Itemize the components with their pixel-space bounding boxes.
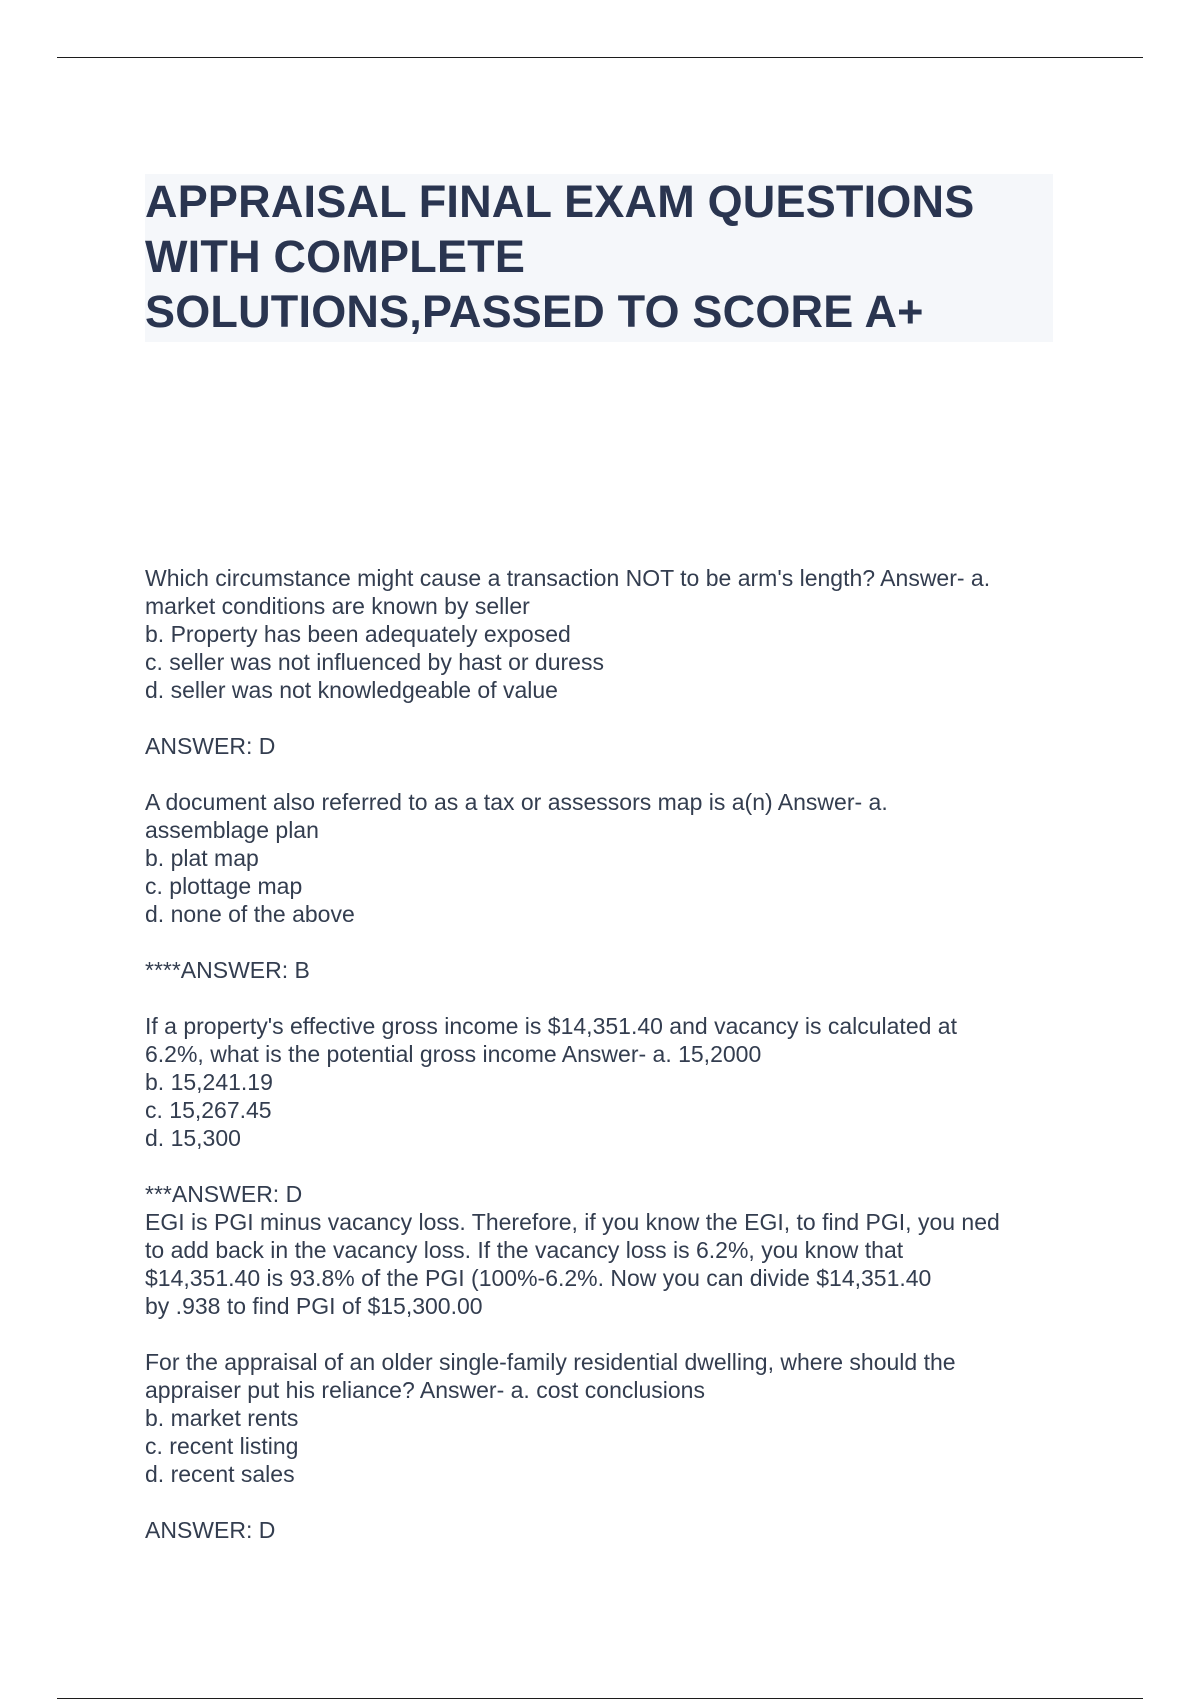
question-block bbox=[145, 1348, 1075, 1488]
paragraph-gap bbox=[145, 1152, 1075, 1180]
option-text: b. 15,241.19 bbox=[145, 1069, 273, 1095]
paragraph-gap bbox=[145, 1320, 1075, 1348]
question-text: For the appraisal of an older single-family residential dwelling, where should the bbox=[145, 1349, 956, 1375]
bottom-divider bbox=[57, 1698, 1143, 1699]
paragraph-gap bbox=[145, 984, 1075, 1012]
question-text: 6.2%, what is the potential gross income Answer- a. 15,2000 bbox=[145, 1041, 762, 1067]
question-text: If a property's effective gross income is $14,351.40 and vacancy is calculated at bbox=[145, 1013, 957, 1039]
answer-block bbox=[145, 1180, 1075, 1320]
option-text: d. seller was not knowledgeable of value bbox=[145, 677, 558, 703]
explanation-text: $14,351.40 is 93.8% of the PGI (100%-6.2%. Now you can divide $14,351.40 bbox=[145, 1265, 932, 1291]
option-text: market conditions are known by seller bbox=[145, 593, 530, 619]
paragraph-gap bbox=[145, 760, 1075, 788]
paragraph-gap bbox=[145, 928, 1075, 956]
question-block bbox=[145, 1012, 1075, 1152]
explanation-text: to add back in the vacancy loss. If the vacancy loss is 6.2%, you know that bbox=[145, 1237, 904, 1263]
question-block bbox=[145, 788, 1075, 928]
option-text: c. 15,267.45 bbox=[145, 1097, 272, 1123]
answer-block bbox=[145, 732, 1075, 760]
option-text: b. Property has been adequately exposed bbox=[145, 621, 571, 647]
title-line: SOLUTIONS,PASSED TO SCORE A+ bbox=[145, 286, 924, 337]
answer-text: ****ANSWER: B bbox=[145, 957, 310, 983]
paragraph-gap bbox=[145, 704, 1075, 732]
question-text: appraiser put his reliance? Answer- a. cost conclusions bbox=[145, 1377, 705, 1403]
option-text: assemblage plan bbox=[145, 817, 319, 843]
option-text: c. seller was not influenced by hast or duress bbox=[145, 649, 604, 675]
answer-text: ***ANSWER: D bbox=[145, 1181, 303, 1207]
title-line: APPRAISAL FINAL EXAM QUESTIONS bbox=[145, 176, 975, 227]
answer-text: ANSWER: D bbox=[145, 733, 276, 759]
option-text: c. plottage map bbox=[145, 873, 303, 899]
document-title bbox=[145, 174, 1053, 342]
answer-block bbox=[145, 1516, 1075, 1544]
option-text: d. 15,300 bbox=[145, 1125, 241, 1151]
question-text: Which circumstance might cause a transaction NOT to be arm's length? Answer- a. bbox=[145, 565, 991, 591]
question-block bbox=[145, 564, 1075, 704]
paragraph-gap bbox=[145, 1488, 1075, 1516]
title-line: WITH COMPLETE bbox=[145, 231, 526, 282]
option-text: b. plat map bbox=[145, 845, 259, 871]
option-text: b. market rents bbox=[145, 1405, 299, 1431]
option-text: c. recent listing bbox=[145, 1433, 299, 1459]
option-text: d. none of the above bbox=[145, 901, 355, 927]
exam-content bbox=[145, 564, 1075, 1544]
top-divider bbox=[57, 57, 1143, 58]
question-text: A document also referred to as a tax or assessors map is a(n) Answer- a. bbox=[145, 789, 888, 815]
explanation-text: EGI is PGI minus vacancy loss. Therefore, if you know the EGI, to find PGI, you ned bbox=[145, 1209, 1000, 1235]
explanation-text: by .938 to find PGI of $15,300.00 bbox=[145, 1293, 483, 1319]
answer-block bbox=[145, 956, 1075, 984]
answer-text: ANSWER: D bbox=[145, 1517, 276, 1543]
option-text: d. recent sales bbox=[145, 1461, 295, 1487]
